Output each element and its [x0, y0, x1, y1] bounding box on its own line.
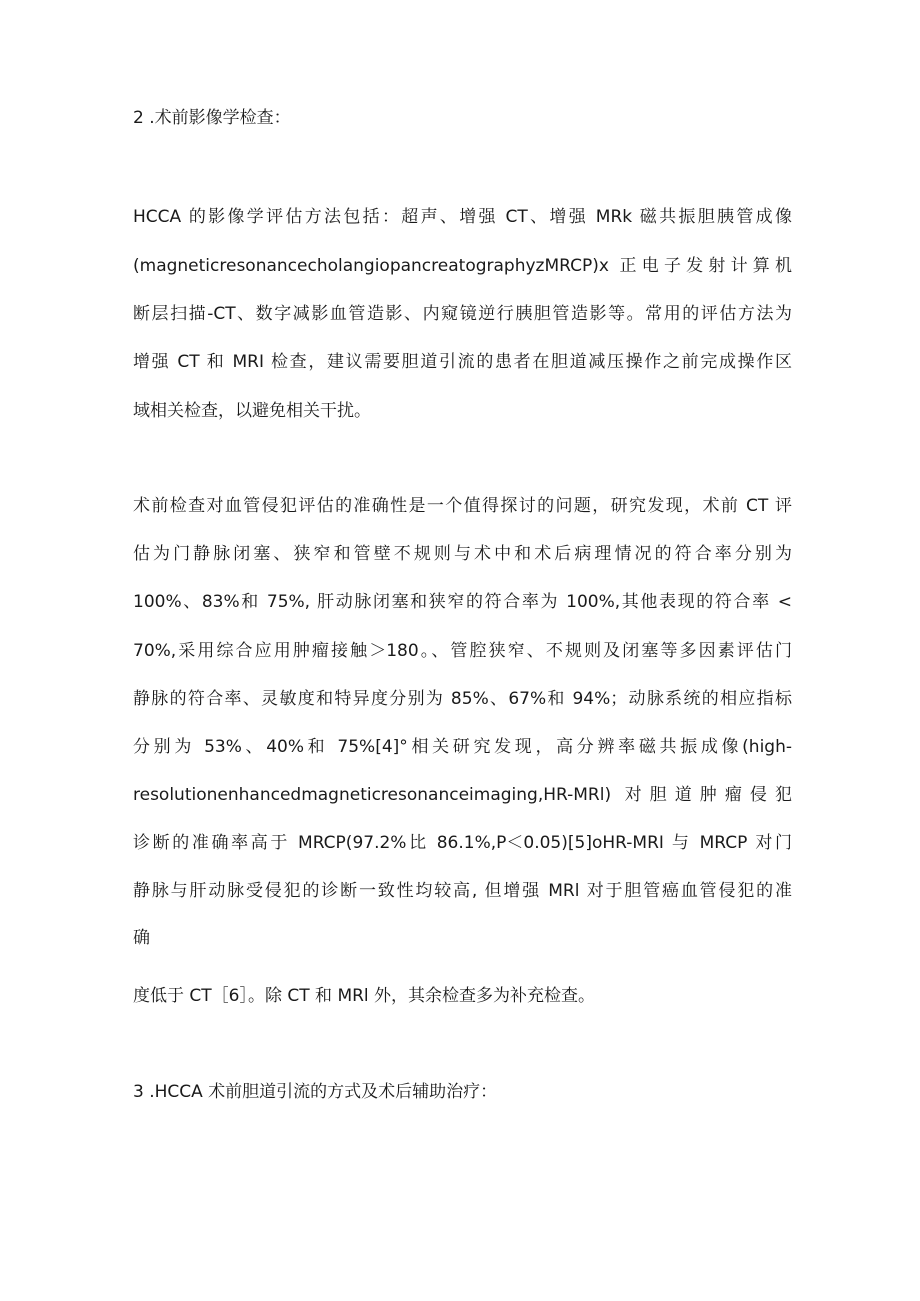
paragraph-2-line-10: 确	[133, 928, 150, 948]
section-2-heading: 2 .术前影像学检查：	[133, 108, 291, 128]
paragraph-1-line-5: 域相关检查，以避免相关干扰。	[133, 401, 371, 421]
section-3-heading: 3 .HCCA 术前胆道引流的方式及术后辅助治疗：	[133, 1082, 498, 1102]
paragraph-2-line-2: 估为门静脉闭塞、狭窄和管壁不规则与术中和术后病理情况的符合率分别为	[133, 544, 792, 564]
paragraph-2-line-6: 分别为 53%、40%和 75%[4]°相关研究发现，高分辨率磁共振成像(high-	[133, 737, 792, 757]
paragraph-1-line-1: HCCA 的影像学评估方法包括：超声、增强 CT、增强 MRk 磁共振胆胰管成像	[133, 207, 792, 227]
paragraph-1-line-4: 增强 CT 和 MRI 检查，建议需要胆道引流的患者在胆道减压操作之前完成操作区	[133, 352, 792, 372]
paragraph-2-line-8: 诊断的准确率高于 MRCP(97.2%比 86.1%,P＜0.05)[5]oHR-MRI 与 MRCP 对门	[133, 833, 792, 853]
paragraph-2-line-5: 静脉的符合率、灵敏度和特异度分别为 85%、67%和 94%；动脉系统的相应指标	[133, 689, 792, 709]
paragraph-1-line-2: (magneticresonancecholangiopancreatographyzMRCP)x 正电子发射计算机	[133, 256, 792, 276]
paragraph-2-line-1: 术前检查对血管侵犯评估的准确性是一个值得探讨的问题，研究发现，术前 CT 评	[133, 496, 792, 516]
paragraph-2-line-3: 100%、83%和 75%, 肝动脉闭塞和狭窄的符合率为 100%,其他表现的符合率 <	[133, 592, 792, 612]
paragraph-2-line-7: resolutionenhancedmagneticresonanceimaging,HR-MRl) 对胆道肿瘤侵犯	[133, 785, 792, 805]
paragraph-3-line: 度低于 CT［6］。除 CT 和 MRl 外，其余检查多为补充检查。	[133, 986, 596, 1006]
paragraph-2-line-4: 70%,采用综合应用肿瘤接触＞180。、管腔狭窄、不规则及闭塞等多因素评估门	[133, 641, 792, 661]
paragraph-1-line-3: 断层扫描-CT、数字减影血管造影、内窥镜逆行胰胆管造影等。常用的评估方法为	[133, 304, 792, 324]
paragraph-2-line-9: 静脉与肝动脉受侵犯的诊断一致性均较高, 但增强 MRl 对于胆管癌血管侵犯的准	[133, 881, 792, 901]
